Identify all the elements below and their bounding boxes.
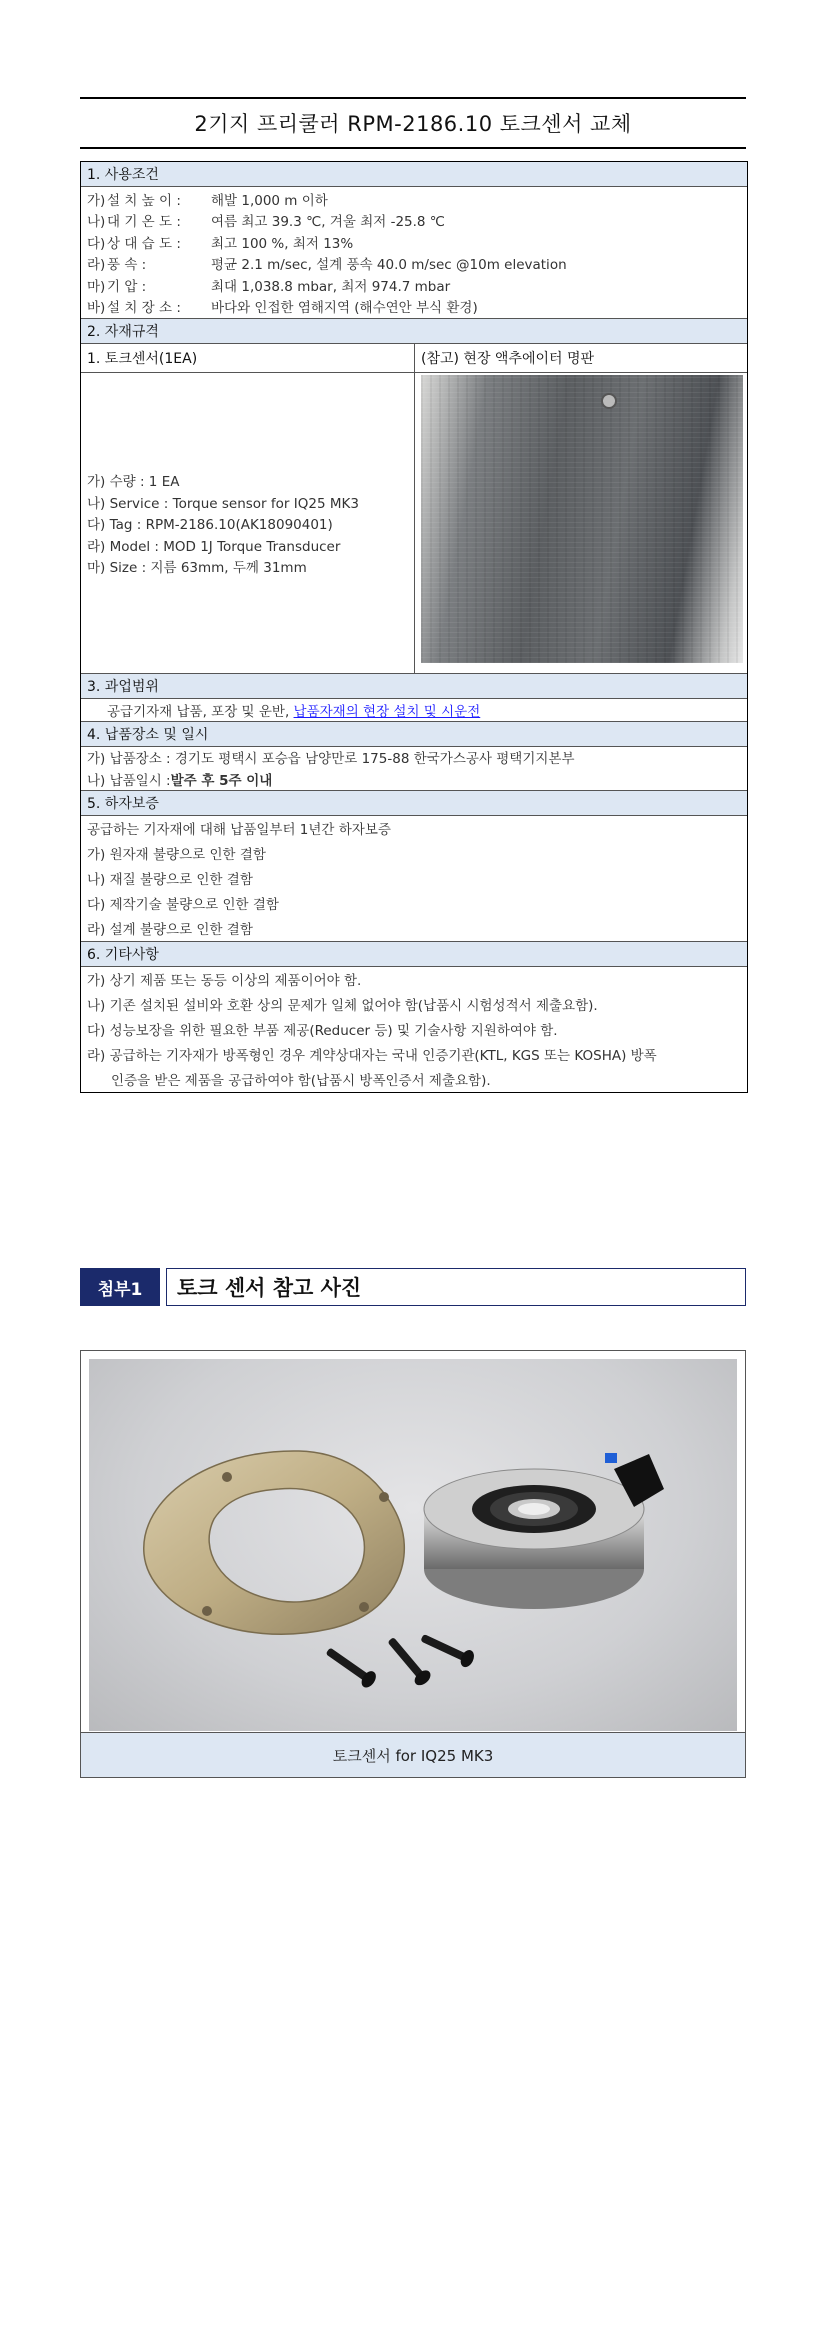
bolt-icon xyxy=(601,393,617,409)
row-value: 여름 최고 39.3 ℃, 겨울 최저 -25.8 ℃ xyxy=(211,214,445,231)
row-value: 최대 1,038.8 mbar, 최저 974.7 mbar xyxy=(211,278,451,295)
spec-item: 나) Service : Torque sensor for IQ25 MK3 xyxy=(87,495,359,512)
section-heading-misc: 6. 기타사항 xyxy=(81,942,747,967)
screws xyxy=(323,1629,477,1690)
spec-item: 가) 수량 : 1 EA xyxy=(87,474,180,490)
row-value: 최고 100 %, 최저 13% xyxy=(211,235,354,252)
warranty-item: 나) 재질 불량으로 인한 결함 xyxy=(87,872,253,888)
row-prefix: 라) xyxy=(87,257,106,274)
spec-item: 마) Size : 지름 63mm, 두께 31mm xyxy=(87,560,307,576)
delivery-place: 가) 납품장소 : 경기도 평택시 포승읍 남양만로 175-88 한국가스공사 평택기지본부 xyxy=(87,751,575,768)
row-value: 평균 2.1 m/sec, 설계 풍속 40.0 m/sec @10m elevation xyxy=(211,257,567,274)
condition-row xyxy=(81,296,747,318)
page-title: 2기지 프리쿨러 RPM-2186.10 토크센서 교체 xyxy=(194,112,632,136)
warranty-intro: 공급하는 기자재에 대해 납품일부터 1년간 하자보증 xyxy=(87,822,391,838)
condition-row xyxy=(81,253,747,275)
nameplate-texture xyxy=(421,375,743,663)
section-heading-conditions: 1. 사용조건 xyxy=(81,162,747,187)
scope-text: 공급기자재 납품, 포장 및 운반, xyxy=(107,703,290,720)
material-spec-right xyxy=(415,344,747,673)
material-spec-right-heading: (참고) 현장 액추에이터 명판 xyxy=(415,344,747,373)
torque-sensor-body xyxy=(424,1453,664,1609)
attachment-badge: 첨부1 xyxy=(80,1268,160,1306)
row-name: 상 대 습 도 : xyxy=(107,235,181,252)
row-name: 풍 속 : xyxy=(107,257,147,274)
row-name: 기 압 : xyxy=(107,278,147,295)
misc-item-continued: 인증을 받은 제품을 공급하여야 함(납품시 방폭인증서 제출요함). xyxy=(111,1073,491,1089)
section-heading-warranty: 5. 하자보증 xyxy=(81,791,747,816)
row-prefix: 바) xyxy=(87,300,106,317)
misc-item: 가) 상기 제품 또는 동등 이상의 제품이어야 함. xyxy=(87,973,362,989)
misc-item: 나) 기존 설치된 설비와 호환 상의 문제가 일체 없어야 함(납품시 시험성적서 제출요함). xyxy=(87,998,598,1014)
photo-caption: 토크센서 for IQ25 MK3 xyxy=(81,1732,745,1777)
attachment-heading xyxy=(80,1268,746,1306)
scope-link[interactable]: 납품자재의 현장 설치 및 시운전 xyxy=(293,703,481,720)
conditions-list xyxy=(81,187,747,319)
warranty-item: 다) 제작기술 불량으로 인한 결함 xyxy=(87,897,279,913)
row-prefix: 나) xyxy=(87,214,106,231)
spec-table xyxy=(80,161,748,1093)
misc-item: 다) 성능보장을 위한 필요한 부품 제공(Reducer 등) 및 기술사항 지원하여야 함. xyxy=(87,1023,558,1039)
material-spec-left-heading: 1. 토크센서(1EA) xyxy=(81,344,414,373)
scope-row xyxy=(81,699,747,722)
delivery-date-row xyxy=(81,768,747,790)
row-prefix: 다) xyxy=(87,235,106,252)
actuator-nameplate-photo xyxy=(421,375,743,663)
condition-row xyxy=(81,210,747,232)
spec-item: 다) Tag : RPM-2186.10(AK18090401) xyxy=(87,517,333,533)
delivery-date-value: 발주 후 5주 이내 xyxy=(170,772,273,789)
row-value: 바다와 인접한 염해지역 (해수연안 부식 환경) xyxy=(211,300,478,317)
row-prefix: 마) xyxy=(87,278,106,295)
material-spec-items xyxy=(81,373,414,673)
spec-item: 라) Model : MOD 1J Torque Transducer xyxy=(87,538,341,555)
row-name: 설 치 장 소 : xyxy=(107,300,181,317)
warranty-list xyxy=(81,816,747,942)
page-title-bar xyxy=(80,97,746,149)
section-heading-material-spec: 2. 자재규격 xyxy=(81,319,747,344)
condition-row xyxy=(81,274,747,296)
torque-sensor-illustration xyxy=(89,1359,737,1731)
row-prefix: 가) xyxy=(87,192,106,209)
torque-sensor-photo xyxy=(89,1359,737,1731)
section-heading-scope: 3. 과업범위 xyxy=(81,674,747,699)
material-spec-left xyxy=(81,344,415,673)
condition-row xyxy=(81,231,747,253)
misc-item: 라) 공급하는 기자재가 방폭형인 경우 계약상대자는 국내 인증기관(KTL, KGS 또는 KOSHA) 방폭 xyxy=(87,1048,657,1064)
condition-row xyxy=(81,188,747,210)
row-value: 해발 1,000 m 이하 xyxy=(211,192,328,209)
delivery-list xyxy=(81,747,747,791)
mounting-ring-plate xyxy=(144,1451,405,1634)
attachment-title: 토크 센서 참고 사진 xyxy=(166,1268,746,1306)
misc-list xyxy=(81,967,747,1092)
row-name: 설 치 높 이 : xyxy=(107,192,181,209)
delivery-date-label: 나) 납품일시 : xyxy=(87,772,171,789)
row-name: 대 기 온 도 : xyxy=(107,214,181,231)
warranty-item: 가) 원자재 불량으로 인한 결함 xyxy=(87,847,266,863)
attachment-photo-frame xyxy=(80,1350,746,1778)
material-spec-grid xyxy=(81,344,747,674)
warranty-item: 라) 설계 불량으로 인한 결함 xyxy=(87,922,253,938)
section-heading-delivery: 4. 납품장소 및 일시 xyxy=(81,722,747,747)
